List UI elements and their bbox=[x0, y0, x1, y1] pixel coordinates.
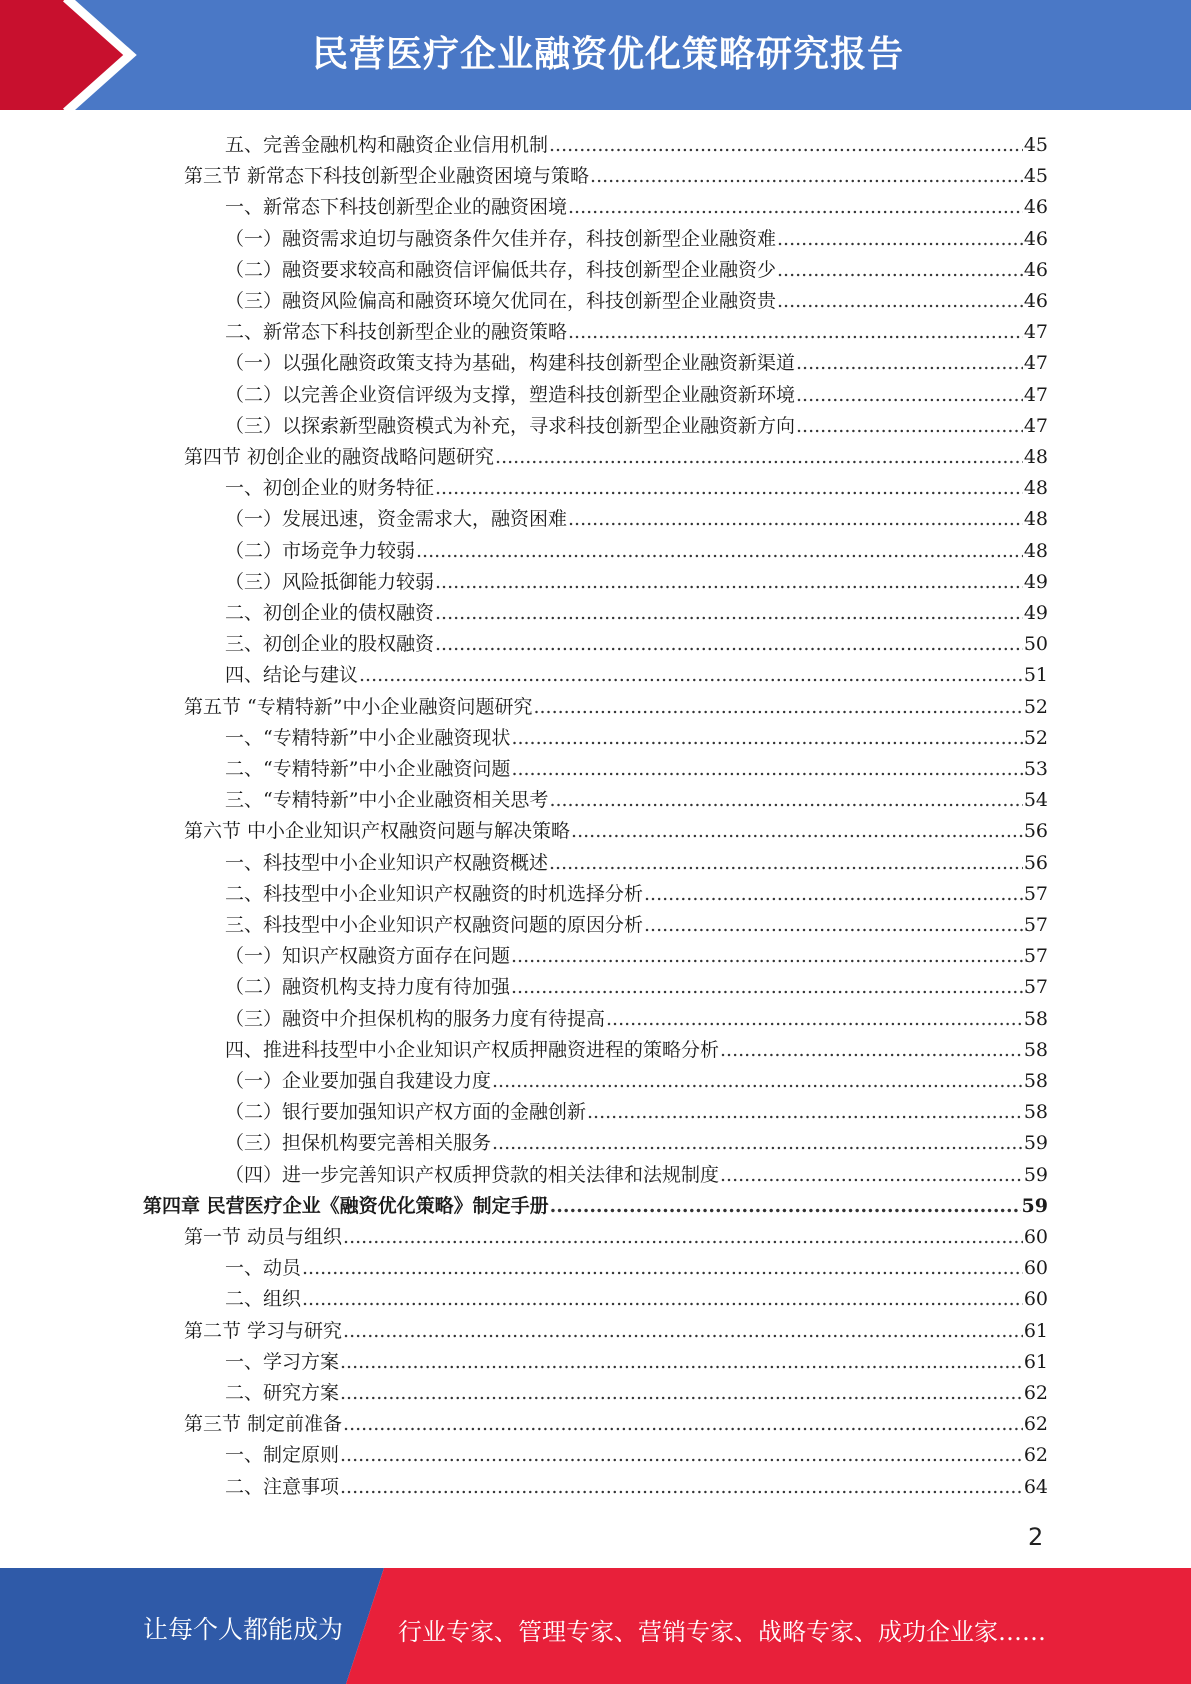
toc-entry-title: 第四章 民营医疗企业《融资优化策略》制定手册 bbox=[143, 1194, 549, 1217]
toc-dot-leader bbox=[492, 1131, 1023, 1155]
toc-entry-title: （二）银行要加强知识产权方面的金融创新 bbox=[225, 1101, 587, 1124]
toc-entry[interactable] bbox=[225, 1062, 1048, 1093]
toc-entry-title: 二、研究方案 bbox=[225, 1382, 340, 1404]
toc-entry[interactable] bbox=[225, 968, 1048, 999]
toc-entry[interactable] bbox=[225, 251, 1048, 282]
toc-entry-title: 二、“专精特新”中小企业融资问题 bbox=[225, 758, 511, 780]
toc-entry[interactable] bbox=[225, 1249, 1048, 1280]
toc-dot-leader bbox=[340, 1350, 1023, 1374]
toc-entry[interactable] bbox=[184, 1405, 1048, 1436]
toc-entry-title: （二）以完善企业资信评级为支撑，塑造科技创新型企业融资新环境 bbox=[225, 383, 796, 406]
toc-entry-page: 59 bbox=[1023, 1132, 1048, 1155]
page-number: 2 bbox=[1028, 1523, 1044, 1551]
toc-dot-leader bbox=[571, 819, 1023, 843]
toc-entry-title: 第一节 动员与组织 bbox=[184, 1226, 343, 1248]
toc-entry-page: 57 bbox=[1023, 914, 1048, 936]
toc-entry[interactable] bbox=[225, 344, 1048, 375]
toc-entry-title: 一、初创企业的财务特征 bbox=[225, 477, 435, 500]
toc-entry[interactable] bbox=[225, 1343, 1048, 1374]
toc-entry[interactable] bbox=[225, 594, 1048, 625]
toc-entry[interactable] bbox=[225, 563, 1048, 594]
toc-entry-title: 三、“专精特新”中小企业融资相关思考 bbox=[225, 789, 549, 812]
toc-dot-leader bbox=[511, 726, 1022, 750]
toc-entry-title: 一、“专精特新”中小企业融资现状 bbox=[225, 726, 511, 749]
toc-dot-leader bbox=[644, 882, 1023, 906]
toc-entry-page: 60 bbox=[1023, 1257, 1048, 1280]
toc-entry[interactable] bbox=[225, 844, 1048, 875]
footer-banner bbox=[0, 1568, 1191, 1684]
toc-entry-title: （一）以强化融资政策支持为基础，构建科技创新型企业融资新渠道 bbox=[225, 352, 796, 375]
header-banner bbox=[0, 0, 1191, 110]
toc-entry-page: 47 bbox=[1023, 414, 1048, 437]
toc-entry-title: （二）市场竞争力较弱 bbox=[225, 539, 416, 562]
toc-entry-page: 46 bbox=[1023, 227, 1048, 250]
toc-entry-page: 47 bbox=[1023, 352, 1048, 375]
toc-dot-leader bbox=[568, 507, 1023, 531]
toc-entry[interactable] bbox=[225, 220, 1048, 251]
toc-dot-leader bbox=[343, 1319, 1023, 1343]
toc-entry-title: （二）融资要求较高和融资信评偏低共存，科技创新型企业融资少 bbox=[225, 258, 777, 281]
toc-dot-leader bbox=[549, 133, 1023, 157]
toc-entry-page: 62 bbox=[1023, 1382, 1048, 1404]
toc-dot-leader bbox=[606, 1007, 1023, 1031]
footer-slogan-right: 行业专家、管理专家、营销专家、战略专家、成功企业家…… bbox=[398, 1618, 1046, 1646]
toc-entry-title: （三）融资风险偏高和融资环境欠优同在，科技创新型企业融资贵 bbox=[225, 290, 777, 312]
toc-dot-leader bbox=[720, 1038, 1023, 1062]
toc-dot-leader bbox=[511, 944, 1023, 968]
toc-entry[interactable] bbox=[225, 188, 1048, 219]
toc-entry[interactable] bbox=[184, 157, 1048, 188]
toc-entry-title: 四、结论与建议 bbox=[225, 664, 359, 687]
toc-entry[interactable] bbox=[225, 1436, 1048, 1467]
toc-entry[interactable] bbox=[225, 500, 1048, 531]
toc-entry[interactable] bbox=[184, 1218, 1048, 1249]
toc-entry[interactable] bbox=[225, 1093, 1048, 1124]
toc-entry[interactable] bbox=[225, 1468, 1048, 1499]
toc-entry-page: 60 bbox=[1023, 1226, 1048, 1248]
toc-entry-page: 64 bbox=[1023, 1475, 1048, 1498]
toc-entry[interactable] bbox=[225, 750, 1048, 781]
toc-dot-leader bbox=[777, 289, 1023, 313]
toc-entry-page: 46 bbox=[1023, 290, 1048, 312]
toc-entry[interactable] bbox=[184, 1312, 1048, 1343]
toc-dot-leader bbox=[492, 1069, 1023, 1093]
toc-entry-page: 56 bbox=[1023, 820, 1048, 843]
toc-entry-page: 57 bbox=[1023, 882, 1048, 905]
toc-entry[interactable] bbox=[225, 1374, 1048, 1405]
toc-entry-page: 48 bbox=[1023, 446, 1048, 468]
toc-entry-title: 三、科技型中小企业知识产权融资问题的原因分析 bbox=[225, 914, 644, 936]
toc-dot-leader bbox=[511, 975, 1023, 999]
toc-dot-leader bbox=[359, 663, 1023, 687]
toc-dot-leader bbox=[343, 1225, 1023, 1249]
toc-dot-leader bbox=[720, 1163, 1023, 1187]
toc-entry-title: 二、新常态下科技创新型企业的融资策略 bbox=[225, 321, 568, 344]
toc-entry-title: （一）发展迅速，资金需求大，融资困难 bbox=[225, 508, 568, 531]
toc-entry-page: 48 bbox=[1023, 508, 1048, 531]
toc-entry-page: 45 bbox=[1023, 134, 1048, 156]
toc-entry-page: 59 bbox=[1023, 1163, 1048, 1186]
toc-dot-leader bbox=[435, 476, 1023, 500]
toc-entry-page: 54 bbox=[1023, 789, 1048, 812]
toc-entry-title: （二）融资机构支持力度有待加强 bbox=[225, 976, 511, 999]
toc-entry-page: 58 bbox=[1023, 1038, 1048, 1061]
toc-entry-title: （一）企业要加强自我建设力度 bbox=[225, 1070, 492, 1092]
toc-entry-title: （一）知识产权融资方面存在问题 bbox=[225, 945, 511, 968]
toc-entry[interactable] bbox=[225, 1156, 1048, 1187]
toc-entry-page: 62 bbox=[1023, 1444, 1048, 1467]
toc-entry-page: 47 bbox=[1023, 383, 1048, 406]
toc-dot-leader bbox=[550, 1194, 1021, 1218]
toc-entry[interactable] bbox=[225, 781, 1048, 812]
toc-dot-leader bbox=[435, 632, 1023, 656]
toc-dot-leader bbox=[549, 851, 1023, 875]
toc-entry-title: 一、新常态下科技创新型企业的融资困境 bbox=[225, 196, 568, 219]
toc-entry-page: 58 bbox=[1023, 1007, 1048, 1030]
toc-entry-title: 一、科技型中小企业知识产权融资概述 bbox=[225, 851, 549, 874]
toc-entry-page: 48 bbox=[1023, 539, 1048, 562]
toc-dot-leader bbox=[533, 695, 1022, 719]
toc-entry-page: 46 bbox=[1023, 196, 1048, 219]
toc-entry-page: 50 bbox=[1023, 633, 1048, 656]
toc-entry-page: 60 bbox=[1023, 1288, 1048, 1311]
toc-entry-title: 二、科技型中小企业知识产权融资的时机选择分析 bbox=[225, 882, 644, 905]
toc-dot-leader bbox=[343, 1412, 1023, 1436]
toc-entry-page: 47 bbox=[1023, 321, 1048, 344]
toc-dot-leader bbox=[416, 539, 1023, 563]
toc-dot-leader bbox=[796, 414, 1023, 438]
toc-dot-leader bbox=[340, 1475, 1023, 1499]
toc-dot-leader bbox=[587, 1100, 1023, 1124]
toc-entry-page: 53 bbox=[1023, 758, 1048, 780]
toc-entry-page: 58 bbox=[1023, 1070, 1048, 1092]
toc-entry-page: 48 bbox=[1023, 477, 1048, 500]
toc-dot-leader bbox=[435, 570, 1023, 594]
toc-entry[interactable] bbox=[225, 282, 1048, 313]
toc-entry-page: 46 bbox=[1023, 258, 1048, 281]
toc-entry-title: 第三节 新常态下科技创新型企业融资困境与策略 bbox=[184, 165, 590, 188]
toc-entry[interactable] bbox=[225, 1124, 1048, 1155]
toc-entry-title: 四、推进科技型中小企业知识产权质押融资进程的策略分析 bbox=[225, 1038, 720, 1061]
toc-entry[interactable] bbox=[225, 906, 1048, 937]
toc-entry-title: 一、制定原则 bbox=[225, 1444, 340, 1467]
footer-slogan-left: 让每个人都能成为 bbox=[143, 1615, 344, 1644]
toc-entry[interactable] bbox=[225, 1031, 1048, 1062]
toc-entry-title: （三）以探索新型融资模式为补充，寻求科技创新型企业融资新方向 bbox=[225, 414, 796, 437]
toc-entry-page: 49 bbox=[1023, 570, 1048, 593]
toc-entry-page: 59 bbox=[1021, 1194, 1048, 1217]
toc-entry-title: 第二节 学习与研究 bbox=[184, 1319, 343, 1342]
toc-entry-title: 一、学习方案 bbox=[225, 1350, 340, 1373]
toc-dot-leader bbox=[435, 601, 1023, 625]
toc-dot-leader bbox=[796, 383, 1023, 407]
toc-entry[interactable] bbox=[225, 469, 1048, 500]
toc-entry-title: 第四节 初创企业的融资战略问题研究 bbox=[184, 446, 495, 468]
toc-entry-page: 58 bbox=[1023, 1101, 1048, 1124]
toc-entry[interactable] bbox=[184, 812, 1048, 843]
toc-dot-leader bbox=[590, 164, 1023, 188]
toc-dot-leader bbox=[302, 1287, 1023, 1311]
toc-dot-leader bbox=[549, 788, 1022, 812]
toc-entry[interactable] bbox=[225, 937, 1048, 968]
toc-entry-title: 二、组织 bbox=[225, 1288, 302, 1311]
toc-dot-leader bbox=[511, 757, 1022, 781]
toc-entry[interactable] bbox=[225, 126, 1048, 157]
toc-dot-leader bbox=[495, 445, 1023, 469]
toc-entry[interactable] bbox=[225, 875, 1048, 906]
toc-entry[interactable] bbox=[225, 1000, 1048, 1031]
toc-dot-leader bbox=[568, 320, 1023, 344]
toc-entry[interactable] bbox=[143, 1187, 1048, 1218]
toc-entry-page: 57 bbox=[1023, 945, 1048, 968]
toc-entry-page: 52 bbox=[1023, 726, 1048, 749]
toc-dot-leader bbox=[777, 227, 1023, 251]
toc-entry[interactable] bbox=[225, 407, 1048, 438]
toc-entry-page: 56 bbox=[1023, 851, 1048, 874]
toc-entry[interactable] bbox=[225, 376, 1048, 407]
toc-entry-page: 61 bbox=[1023, 1319, 1048, 1342]
toc-entry[interactable] bbox=[225, 532, 1048, 563]
toc-entry[interactable] bbox=[225, 656, 1048, 687]
toc-entry-title: 第三节 制定前准备 bbox=[184, 1413, 343, 1436]
toc-dot-leader bbox=[568, 195, 1023, 219]
toc-dot-leader bbox=[302, 1256, 1023, 1280]
toc-entry[interactable] bbox=[184, 438, 1048, 469]
toc-entry-page: 52 bbox=[1023, 695, 1048, 718]
toc-entry-title: （三）担保机构要完善相关服务 bbox=[225, 1132, 492, 1155]
toc-entry-title: （三）风险抵御能力较弱 bbox=[225, 570, 435, 593]
toc-dot-leader bbox=[340, 1381, 1023, 1405]
toc-entry-page: 51 bbox=[1023, 664, 1048, 687]
toc-entry-page: 61 bbox=[1023, 1350, 1048, 1373]
toc-entry[interactable] bbox=[225, 313, 1048, 344]
toc-entry[interactable] bbox=[225, 1280, 1048, 1311]
report-title: 民营医疗企业融资优化策略研究报告 bbox=[311, 34, 904, 75]
toc-entry-title: 三、初创企业的股权融资 bbox=[225, 633, 435, 656]
toc-entry-title: （三）融资中介担保机构的服务力度有待提高 bbox=[225, 1007, 606, 1030]
toc-entry-page: 62 bbox=[1023, 1413, 1048, 1436]
toc-entry-title: 五、完善金融机构和融资企业信用机制 bbox=[225, 134, 549, 156]
toc-dot-leader bbox=[777, 258, 1023, 282]
toc-entry-page: 45 bbox=[1023, 165, 1048, 188]
toc-entry-title: （一）融资需求迫切与融资条件欠佳并存，科技创新型企业融资难 bbox=[225, 227, 777, 250]
toc-entry[interactable] bbox=[225, 719, 1048, 750]
toc-entry-page: 57 bbox=[1023, 976, 1048, 999]
toc-dot-leader bbox=[796, 351, 1023, 375]
toc-entry-title: 一、动员 bbox=[225, 1257, 302, 1280]
toc-entry-title: 第六节 中小企业知识产权融资问题与解决策略 bbox=[184, 820, 571, 843]
toc-entry[interactable] bbox=[225, 625, 1048, 656]
toc-entry-page: 49 bbox=[1023, 602, 1048, 624]
toc-entry[interactable] bbox=[184, 688, 1048, 719]
toc-entry-title: 二、注意事项 bbox=[225, 1475, 340, 1498]
toc-entry-title: 第五节 “专精特新”中小企业融资问题研究 bbox=[184, 695, 533, 718]
toc-dot-leader bbox=[340, 1443, 1023, 1467]
toc-entry-title: （四）进一步完善知识产权质押贷款的相关法律和法规制度 bbox=[225, 1163, 720, 1186]
toc-dot-leader bbox=[644, 913, 1023, 937]
toc-entry-title: 二、初创企业的债权融资 bbox=[225, 602, 435, 624]
